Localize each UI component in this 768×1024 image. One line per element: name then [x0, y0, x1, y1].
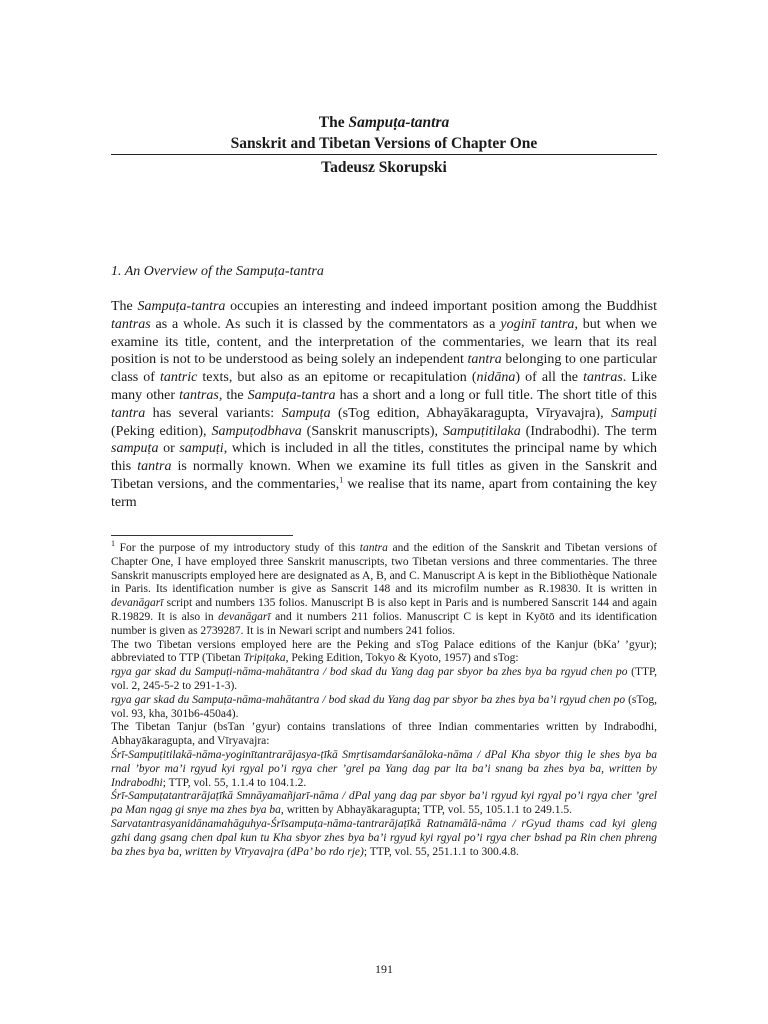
footnote-reference[interactable]: 1: [339, 475, 344, 485]
footnote-paragraph: rgya gar skad du Sampuṭi-nāma-mahātantra / bod skad du Yang dag par sbyor ba zhes bya ba rgyud chen po (TTP, vol. 2, 245-5-2 to 291-1-3).: [111, 666, 658, 692]
footnote-paragraph: Śrī-Sampuṭitilakā-nāma-yoginītantrarājasya-ṭīkā Smṛtisamdarśanāloka-nāma / dPal Kha sbyor thig le shes bya ba rnal ’byor ma’i rgyud kyi rgyal po’i rgya cher ’grel pa Yang dag par lta ba’i snang ba zhes bya ba, written by Indrabodhi; TTP, vol. 55, 1.1.4 to 104.1.2.: [111, 748, 657, 789]
footnote-number: 1: [111, 539, 115, 549]
footnote-paragraph: $^1$ For the purpose of my introductory study of this tantra and the edition of the Sanskrit and Tibetan versions of Chapter One, I have employed three Sanskrit manuscripts, two Tibetan versions and three commentaries. The three Sanskrit manuscripts employed here are designated as A, B, and C. Manuscript A is kept in the Bibliothèque Nationale in Paris. Its identification number is give as Sanscrit 148 and its microfilm number as R.19830. It is written in devanāgarī script and numbers 135 folios. Manuscript B is also kept in Paris and is numbered Sanscrit 144 and again R.19829. It is also in devanāgarī and it numbers 211 folios. Manuscript C is kept in Kyōtō and its identification number is given as 2739287. It is in Newari script and numbers 241 folios.: [111, 539, 657, 637]
author-name: Tadeusz Skorupski: [321, 159, 447, 176]
footnote-separator: [111, 535, 293, 536]
paper-title: The Sampuṭa-tantra: [318, 114, 450, 131]
footnote-paragraph: The two Tibetan versions employed here are the Peking and sTog Palace editions of the Kanjur (bKa’ ’gyur); abbreviated to TTP (Tibetan Tripiṭaka, Peking Edition, Tokyo & Kyoto, 1957) and sTog:: [111, 638, 657, 665]
footnote-paragraph: rgya gar skad du Sampuṭa-nāma-mahātantra / bod skad du Yang dag par sbyor ba zhes bya ba’i rgyud chen po (sTog, vol. 93, kha, 301b6-450a4).: [111, 693, 657, 720]
page-number: 191: [375, 962, 393, 976]
footnote-paragraph: Śrī-Sampuṭatantrarājaṭīkā Smnāyamañjarī-nāma / dPal yang dag par sbyor ba’i rgyud kyi rgyal po’i rgya cher ’grel pa Man ngag gi snye ma zhes bya ba, written by Abhayākaragupta; TTP, vol. 55, 105.1.1 to 249.1.5.: [111, 790, 657, 817]
footnote: [111, 539, 658, 859]
footnote-paragraph: Sarvatantrasyanidānamahāguhya-Śrīsampuṭa-nāma-tantrarājaṭīkā Ratnamālā-nāma / rGyud thams cad kyi gleng gzhi dang gsang chen dpal kun tu Kha sbyor zhes bya ba’i rgyud kyi rgyal po’i rgya cher bshad pa Rin chen phreng ba zhes bya ba, written by Vīryavajra (dPa’ bo rdo rje); TTP, vol. 55, 251.1.1 to 300.4.8.: [111, 817, 657, 858]
section-heading: 1. An Overview of the Sampuṭa-tantra: [111, 264, 324, 279]
title-rule: [111, 154, 657, 155]
paper-subtitle: Sanskrit and Tibetan Versions of Chapter One: [230, 135, 538, 152]
body-paragraph: The Sampuṭa-tantra occupies an interesting and indeed important position among the Buddhist tantras as a whole. As such it is classed by the commentators as a yoginī tantra, but when we examine its title, content, and the interpretation of the commentaries, we learn that its real position is not to be understood as being solely an independent tantra belonging to one particular class of tantric texts, but also as an epitome or recapitulation (nidāna) of all the tantras. Like many other tantras, the Sampuṭa-tantra has a short and a long or full title. The short title of this tantra has several variants: Sampuṭa (sTog edition, Abhayākaragupta, Vīryavajra), Sampuṭi (Peking edition), Sampuṭodbhava (Sanskrit manuscripts), Sampuṭitilaka (Indrabodhi). The term sampuṭa or sampuṭi, which is included in all the titles, constitutes the principal name by which this tantra is normally known. When we examine its full titles as given in the Sanskrit and Tibetan versions, and the commentaries,$^1$ we realise that its name, apart from containing the key term: [111, 299, 658, 510]
footnote-paragraph: The Tibetan Tanjur (bsTan ’gyur) contains translations of three Indian commentaries written by Indrabodhi, Abhayākaragupta, and Vīryavajra:: [111, 721, 657, 748]
